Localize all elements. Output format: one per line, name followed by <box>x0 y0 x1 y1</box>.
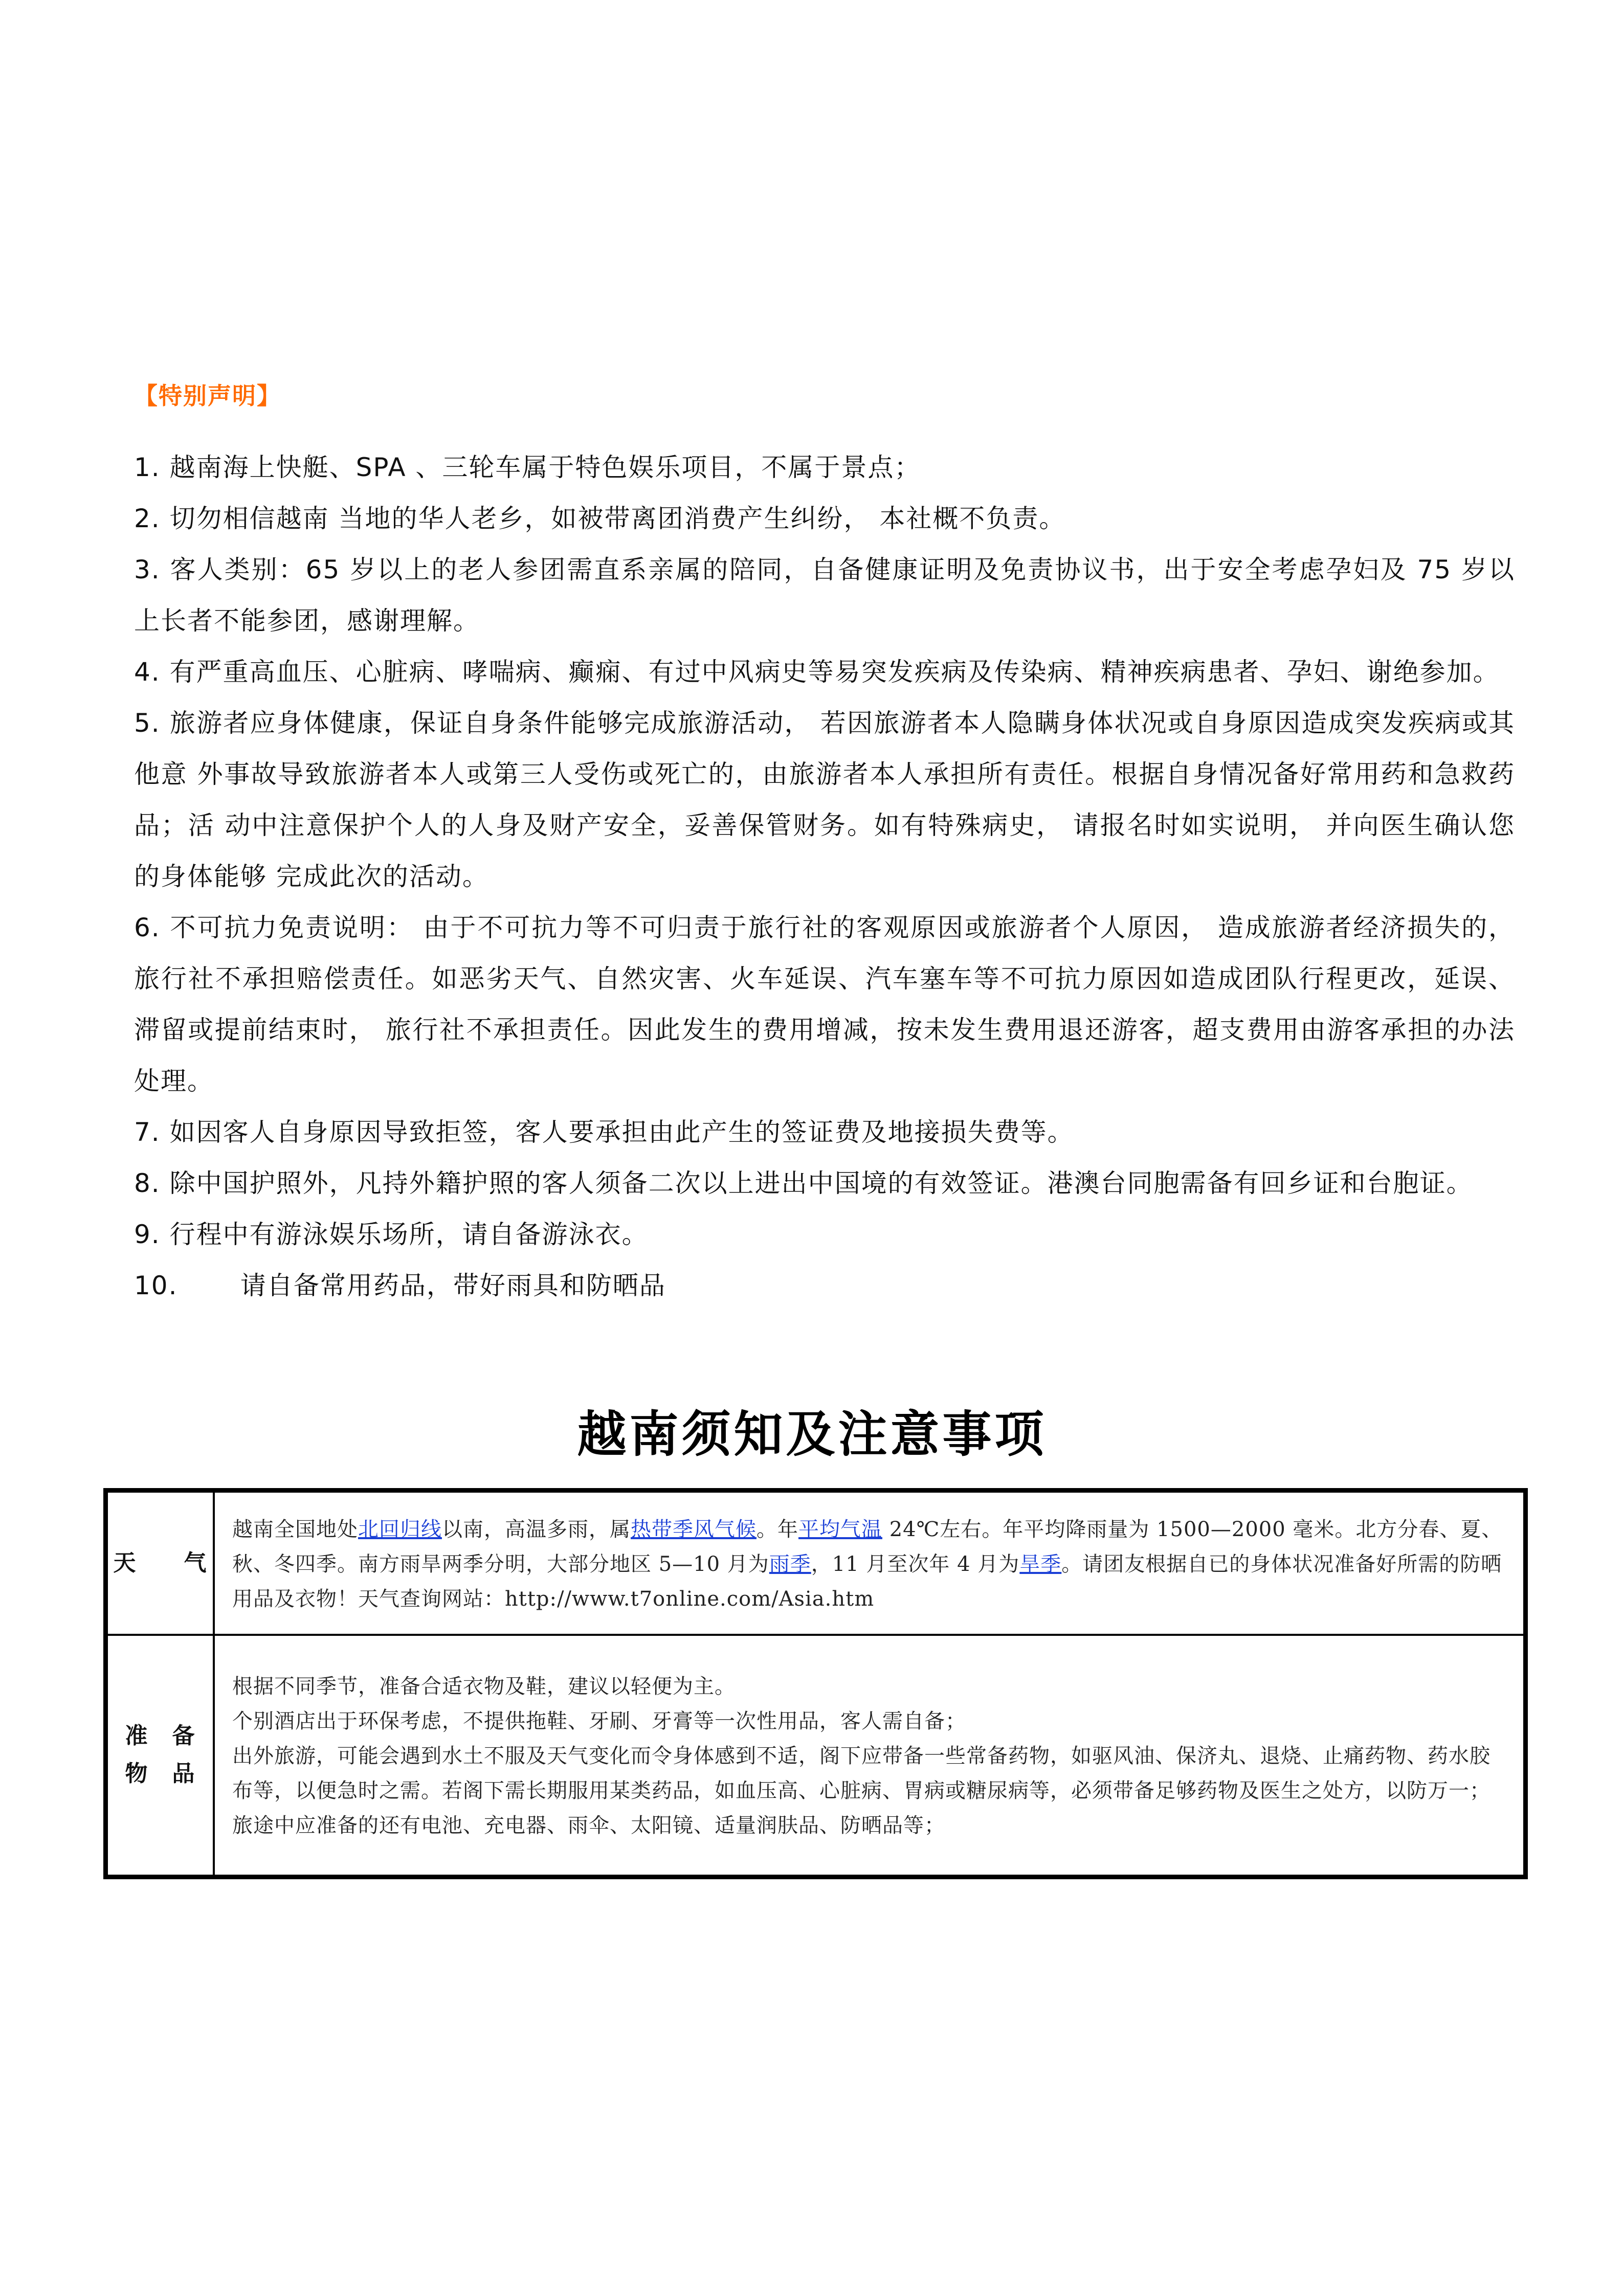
notice-item <box>134 697 1515 902</box>
notice-item <box>134 646 1515 697</box>
weather-text: 24℃左右。年平均降雨量为 1500—2000 毫米。北方分春、夏、秋、冬四季。南方雨旱两季分明，大部分地区 5—10 月为 <box>232 1517 1503 1576</box>
notice-item <box>134 1260 1515 1311</box>
link-tropical-monsoon[interactable]: 热带季风气候 <box>631 1517 757 1541</box>
notice-number: 3. <box>134 555 161 584</box>
notice-item <box>134 442 1515 493</box>
notice-item <box>134 1107 1515 1158</box>
weather-text: 越南全国地处 <box>232 1517 358 1541</box>
items-content <box>214 1635 1526 1877</box>
notice-text: 有严重高血压、心脏病、哮喘病、癫痫、有过中风病史等易突发疾病及传染病、精神疾病患者、孕妇、谢绝参加。 <box>169 657 1500 687</box>
notice-text: 除中国护照外，凡持外籍护照的客人须备二次以上进出中国境的有效签证。港澳台同胞需备有回乡证和台胞证。 <box>169 1168 1473 1198</box>
items-label-line: 准 备 <box>125 1723 196 1749</box>
notice-number: 5. <box>134 708 161 738</box>
notice-text: 客人类别：65 岁以上的老人参团需直系亲属的陪同，自备健康证明及免责协议书，出于安全考虑孕妇及 75 岁以上长者不能参团，感谢理解。 <box>134 555 1515 636</box>
notice-text: 请自备常用药品，带好雨具和防晒品 <box>240 1271 666 1300</box>
notice-item <box>134 1209 1515 1260</box>
link-average-temperature[interactable]: 平均气温 <box>798 1517 882 1541</box>
notice-number: 7. <box>134 1117 161 1147</box>
weather-text: 。年 <box>757 1517 798 1541</box>
notice-text: 切勿相信越南 当地的华人老乡，如被带离团消费产生纠纷， 本社概不负责。 <box>169 504 1066 533</box>
special-notice-list <box>134 442 1515 1311</box>
travel-notes-table <box>103 1488 1528 1879</box>
table-row-weather <box>106 1491 1526 1635</box>
special-notice-heading: 【特别声明】 <box>134 382 281 410</box>
notice-text: 如因客人自身原因导致拒签，客人要承担由此产生的签证费及地接损失费等。 <box>169 1117 1074 1147</box>
notice-item <box>134 544 1515 646</box>
notice-number: 2. <box>134 504 161 533</box>
items-label-cell <box>106 1635 214 1877</box>
notice-item <box>134 1158 1515 1209</box>
link-dry-season[interactable]: 旱季 <box>1019 1552 1062 1576</box>
items-text-line: 根据不同季节，准备合适衣物及鞋，建议以轻便为主。 <box>232 1675 736 1699</box>
weather-content <box>214 1491 1526 1635</box>
notice-number: 6. <box>134 913 161 942</box>
items-text-line: 个别酒店出于环保考虑，不提供拖鞋、牙刷、牙膏等一次性用品，客人需自备； <box>232 1709 966 1734</box>
notice-number: 9. <box>134 1220 161 1249</box>
guide-title: 越南须知及注意事项 <box>577 1405 1047 1463</box>
table-row-items <box>106 1635 1526 1877</box>
link-rainy-season[interactable]: 雨季 <box>769 1552 811 1576</box>
link-tropic-of-cancer[interactable]: 北回归线 <box>358 1517 442 1541</box>
notice-number: 8. <box>134 1168 161 1198</box>
notice-item <box>134 493 1515 544</box>
notice-text: 越南海上快艇、SPA 、三轮车属于特色娱乐项目，不属于景点； <box>169 453 921 482</box>
weather-label: 天 气 <box>113 1549 208 1576</box>
notice-item <box>134 902 1515 1107</box>
notice-number: 10. <box>134 1271 178 1300</box>
notice-text: 行程中有游泳娱乐场所，请自备游泳衣。 <box>169 1220 649 1249</box>
notice-number: 1. <box>134 453 161 482</box>
weather-text: 以南，高温多雨，属 <box>442 1517 631 1541</box>
notice-text: 旅游者应身体健康，保证自身条件能够完成旅游活动， 若因旅游者本人隐瞒身体状况或自身原因造成突发疾病或其他意 外事故导致旅游者本人或第三人受伤或死亡的，由旅游者本人承担所有责任。根据自身情况备好常用药和急救药品；活 动中注意保护个人的人身及财产安全，妥善保管财务。如有特殊病史， 请报名时如实说明， 并向医生确认您的身体能够 完成此次的活动。 <box>134 708 1515 891</box>
weather-label-cell <box>106 1491 214 1635</box>
items-text-line: 出外旅游，可能会遇到水土不服及天气变化而令身体感到不适，阁下应带备一些常备药物，如驱风油、保济丸、退烧、止痛药物、药水胶布等，以便急时之需。若阁下需长期服用某类药品，如血压高、心脏病、胃病或糖尿病等，必须带备足够药物及医生之处方，以防万一；旅途中应准备的还有电池、充电器、雨伞、太阳镜、适量润肤品、防晒品等； <box>232 1744 1490 1838</box>
items-label-line: 物 品 <box>125 1761 196 1787</box>
weather-text: 。请团友根据自已的身体状况准备好所需的防晒用品及衣物！天气查询网站：http://www.t7online.com/Asia.htm <box>232 1552 1502 1611</box>
notice-number: 4. <box>134 657 161 687</box>
notice-text: 不可抗力免责说明： 由于不可抗力等不可归责于旅行社的客观原因或旅游者个人原因， 造成旅游者经济损失的， 旅行社不承担赔偿责任。如恶劣天气、自然灾害、火车延误、汽车塞车等不可抗力原因如造成团队行程更改，延误、滞留或提前结束时， 旅行社不承担责任。因此发生的费用增减，按未发生费用退还游客，超支费用由游客承担的办法处理。 <box>134 913 1515 1096</box>
weather-text: ，11 月至次年 4 月为 <box>811 1552 1020 1576</box>
